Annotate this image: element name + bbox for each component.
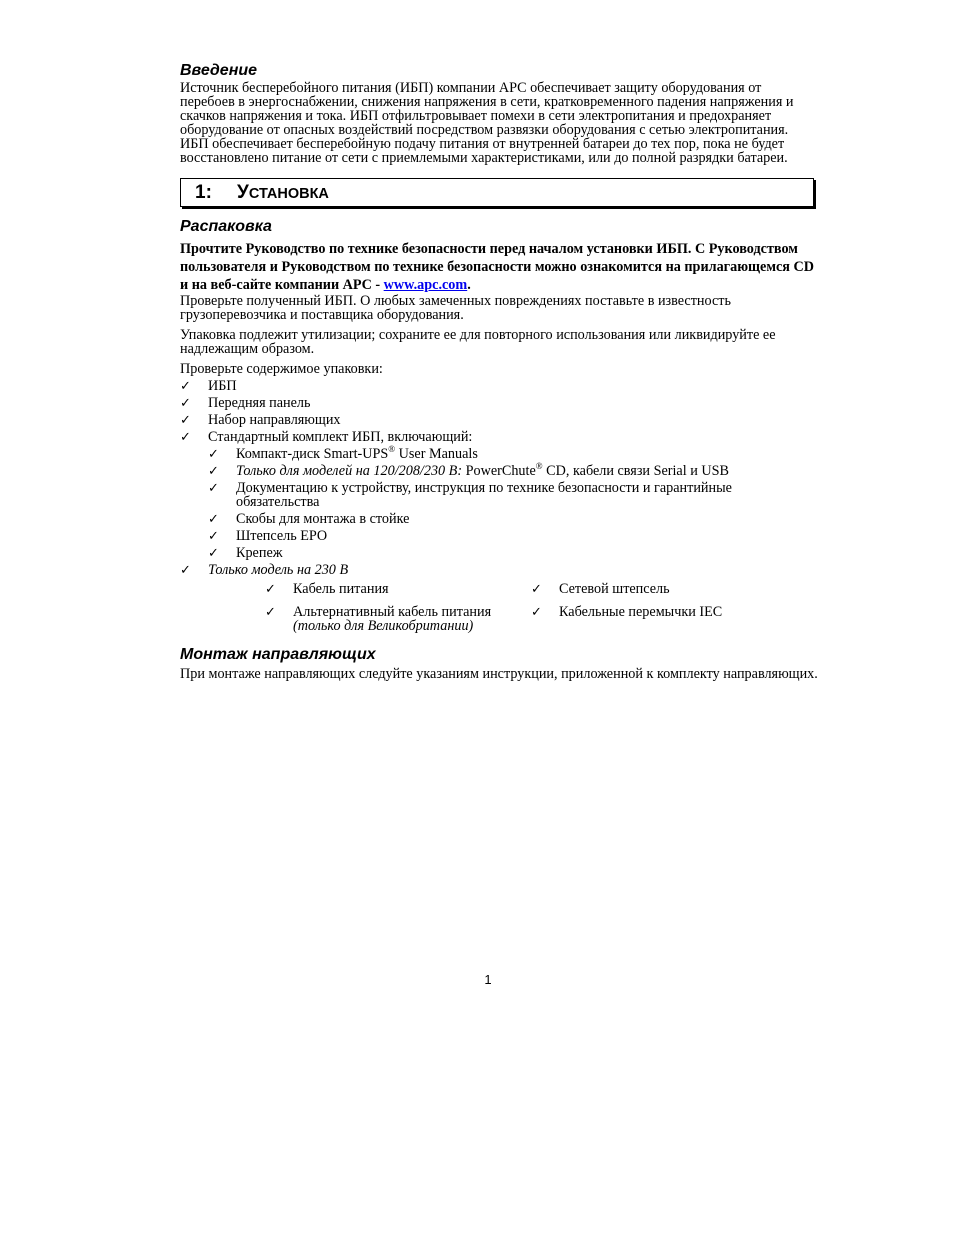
list-item: ✓ Стандартный комплект ИБП, включающий: <box>180 429 473 445</box>
model-230-items <box>180 579 818 633</box>
checkmark-icon: ✓ <box>180 378 191 393</box>
list-item: ✓ Кабельные перемычки IEC <box>531 604 723 620</box>
checkmark-icon: ✓ <box>265 581 276 596</box>
section-title <box>237 182 329 204</box>
inspect-paragraph: Проверьте полученный ИБП. О любых замеченных повреждениях поставьте в известность грузоперевозчика и поставщика оборудования. <box>180 293 731 323</box>
unpacking-heading: Распаковка <box>180 218 272 235</box>
section-title-rest: СТАНОВКА <box>248 185 329 202</box>
checkmark-icon: ✓ <box>265 604 276 619</box>
safety-warning-end: . <box>467 277 471 293</box>
checkmark-icon: ✓ <box>208 480 219 495</box>
rails-heading: Монтаж направляющих <box>180 646 376 663</box>
model-230-left-column <box>265 579 531 633</box>
section-header <box>180 178 814 207</box>
model-230-list <box>180 563 818 577</box>
list-item: ✓ Передняя панель <box>180 395 311 411</box>
safety-warning-text: Прочтите Руководство по технике безопасности перед началом установки ИБП. С Руководством пользователя и Руководством по технике безопасности можно ознакомится на прилагающемся CD и на веб-сайте компании APC - <box>180 241 815 293</box>
list-item: ✓ Альтернативный кабель питания (только для Великобритании) <box>265 604 492 634</box>
package-contents-list <box>180 379 818 444</box>
safety-warning <box>180 240 818 294</box>
list-item: ✓ ИБП <box>180 378 237 394</box>
section-number: 1: <box>195 181 212 203</box>
uk-only-note: (только для Великобритании) <box>293 618 474 634</box>
checkmark-icon: ✓ <box>531 604 542 619</box>
list-item: ✓ Документацию к устройству, инструкция по технике безопасности и гарантийные обязательства <box>208 480 732 510</box>
rails-paragraph: При монтаже направляющих следуйте указаниям инструкции, приложенной к комплекту направляющих. <box>180 666 818 682</box>
list-item: ✓ Крепеж <box>208 545 283 561</box>
list-item-model-230: ✓ Только модель на 230 В <box>180 562 349 578</box>
registered-mark: ® <box>535 461 543 471</box>
checkmark-icon: ✓ <box>180 429 191 444</box>
list-item-cd: ✓ Компакт-диск Smart-UPS® User Manuals <box>208 444 478 462</box>
model-230-right-column <box>531 579 797 633</box>
checkmark-icon: ✓ <box>531 581 542 596</box>
list-item: ✓ Штепсель EPO <box>208 528 328 544</box>
intro-heading: Введение <box>180 62 258 79</box>
registered-mark: ® <box>388 444 396 454</box>
list-item-powerchute: ✓ Только для моделей на 120/208/230 В: PowerChute® CD, кабели связи Serial и USB <box>208 461 729 479</box>
checkmark-icon: ✓ <box>208 463 219 478</box>
recycle-paragraph: Упаковка подлежит утилизации; сохраните ее для повторного использования или ликвидируйте ее надлежащим образом. <box>180 327 776 357</box>
checkmark-icon: ✓ <box>208 528 219 543</box>
checkmark-icon: ✓ <box>208 545 219 560</box>
standard-kit-list <box>180 444 818 561</box>
checkmark-icon: ✓ <box>180 412 191 427</box>
document-page <box>180 60 818 681</box>
checkmark-icon: ✓ <box>180 395 191 410</box>
page-number: 1 <box>484 972 492 987</box>
list-item: ✓ Скобы для монтажа в стойке <box>208 511 410 527</box>
list-item: ✓ Сетевой штепсель <box>531 581 670 597</box>
list-item: ✓ Кабель питания <box>265 581 389 597</box>
section-title-initial: У <box>237 181 249 203</box>
list-item: ✓ Набор направляющих <box>180 412 341 428</box>
checkmark-icon: ✓ <box>208 511 219 526</box>
apc-website-link[interactable]: www.apc.com <box>383 277 468 293</box>
intro-paragraph: Источник бесперебойного питания (ИБП) компании APC обеспечивает защиту оборудования от перебоев в энергоснабжении, снижения напряжения в сети, кратковременного падения напряжения и скачков напряжения и тока. ИБП отфильтровывает помехи в сети электропитания и предохраняет оборудование от опасных воздействий посредством развязки оборудования с сетью электропитания. ИБП обеспечивает бесперебойную подачу питания от внутренней батареи до тех пор, пока не будет восстановлено питание от сети с приемлемыми характеристиками, или до полной разрядки батареи. <box>180 80 794 166</box>
checkmark-icon: ✓ <box>180 562 191 577</box>
contents-intro: Проверьте содержимое упаковки: <box>180 361 383 377</box>
checkmark-icon: ✓ <box>208 446 219 461</box>
